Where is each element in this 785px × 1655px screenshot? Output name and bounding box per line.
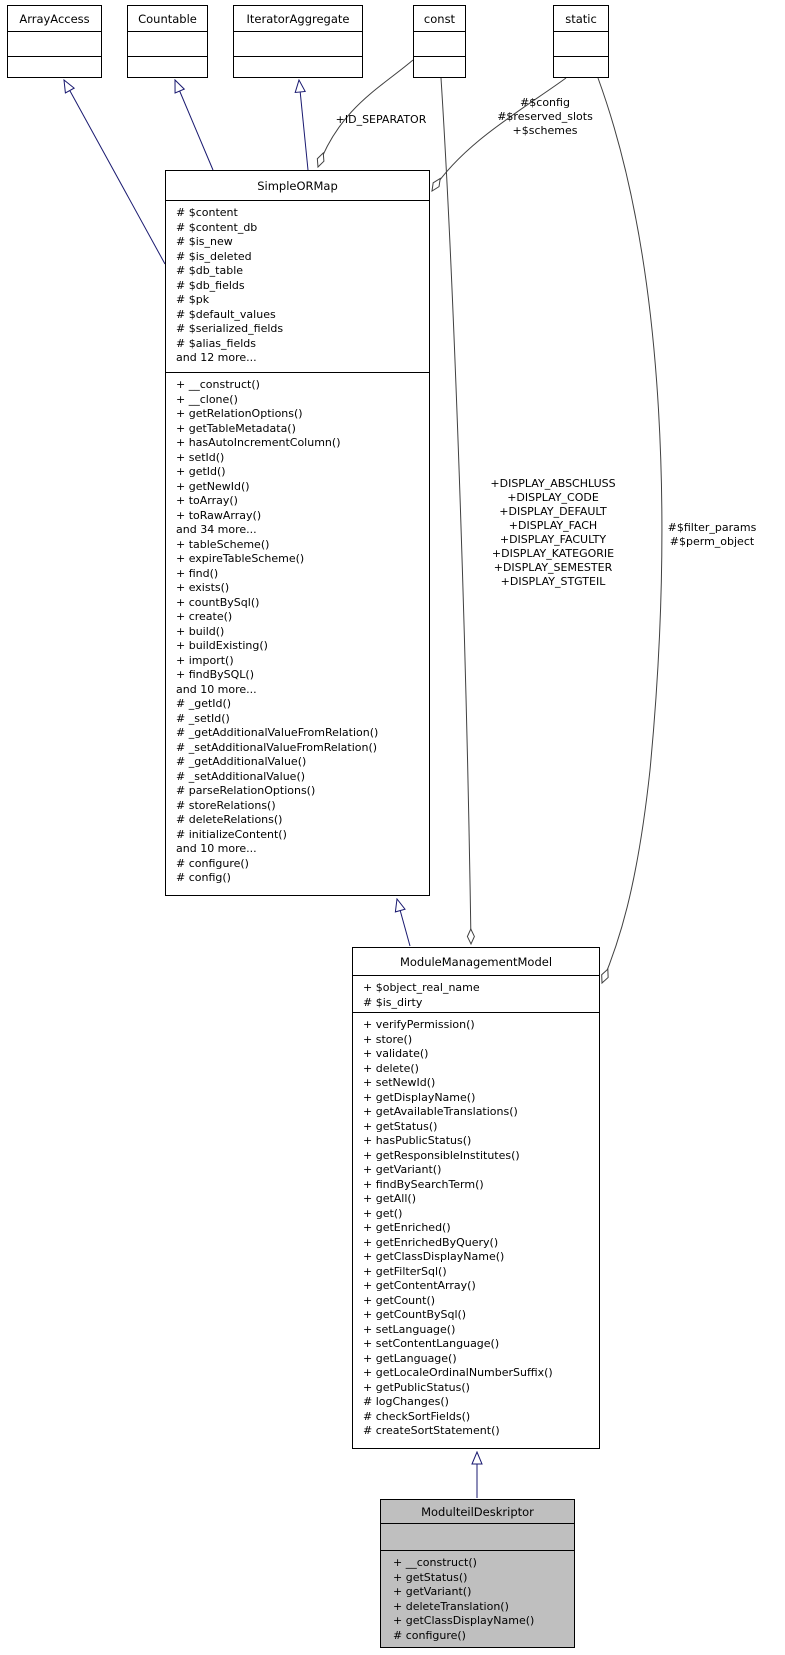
method-row: + getTableMetadata() (176, 421, 296, 435)
edge-label-line: +DISPLAY_ABSCHLUSS (490, 477, 616, 490)
methods-compartment (166, 373, 429, 895)
method-row: + buildExisting() (176, 639, 268, 652)
method-row: + getLocaleOrdinalNumberSuffix() (363, 1366, 553, 1379)
method-row: + getId() (176, 465, 226, 478)
method-row: + getAvailableTranslations() (363, 1105, 518, 1118)
attributes-compartment (353, 976, 599, 1013)
method-row: + tableScheme() (176, 537, 270, 551)
edge-label-line: +DISPLAY_DEFAULT (499, 505, 607, 518)
method-row: + verifyPermission() (363, 1018, 475, 1031)
class-box-static[interactable] (553, 5, 609, 78)
edge-label-line: +DISPLAY_KATEGORIE (491, 547, 615, 560)
attributes-compartment (166, 201, 429, 373)
attribute-row: # $pk (176, 293, 210, 306)
method-row: + expireTableScheme() (176, 552, 305, 565)
attribute-row: + $object_real_name (363, 981, 480, 994)
method-row: # _getId() (176, 697, 232, 710)
attributes-compartment (128, 32, 207, 57)
attribute-row: and 12 more... (176, 351, 257, 364)
method-row: + store() (363, 1032, 413, 1046)
method-row: + getContentArray() (363, 1279, 476, 1292)
methods-compartment (381, 1551, 574, 1647)
method-row: # createSortStatement() (363, 1424, 500, 1437)
method-row: + findBySearchTerm() (363, 1177, 484, 1191)
attribute-row: # $is_new (176, 235, 233, 248)
class-box-modulemanagementmodel[interactable] (352, 947, 600, 1449)
class-title[interactable]: static (554, 6, 608, 32)
class-title[interactable]: Countable (128, 6, 207, 32)
method-row: + getVariant() (363, 1163, 442, 1176)
method-row: + __construct() (176, 378, 260, 391)
inheritance-edge-simpleormap-countable (175, 80, 213, 170)
edge-label-line: +DISPLAY_SEMESTER (493, 561, 613, 574)
method-row: + exists() (176, 581, 230, 594)
methods-compartment (353, 1013, 599, 1448)
attribute-row: # $alias_fields (176, 336, 257, 350)
method-row: and 10 more... (176, 842, 257, 855)
attribute-row: # $is_dirty (363, 995, 423, 1009)
method-row: + __clone() (176, 392, 238, 406)
class-box-modulteildeskriptor[interactable] (380, 1499, 575, 1648)
method-row: + getCount() (363, 1293, 436, 1307)
method-row: + getClassDisplayName() (363, 1250, 505, 1263)
method-row: + build() (176, 624, 225, 638)
method-row: # _setAdditionalValueFromRelation() (176, 740, 378, 754)
method-row: + getDisplayName() (363, 1090, 476, 1104)
attribute-row: # $default_values (176, 307, 276, 321)
class-title[interactable]: ModulteilDeskriptor (381, 1500, 574, 1524)
method-row: + getClassDisplayName() (393, 1614, 535, 1627)
method-row: + getStatus() (363, 1119, 438, 1133)
class-box-iteratoraggregate[interactable] (233, 5, 363, 78)
method-row: + getNewId() (176, 479, 250, 493)
methods-compartment (414, 57, 465, 77)
method-row: # _setAdditionalValue() (176, 769, 306, 783)
attribute-row: # $db_table (176, 264, 244, 277)
method-row: + getEnrichedByQuery() (363, 1235, 499, 1249)
attribute-row: # $content (176, 206, 238, 219)
edge-label-line: +DISPLAY_FACULTY (499, 533, 607, 546)
method-row: # checkSortFields() (363, 1409, 471, 1423)
attributes-compartment (554, 32, 608, 57)
inheritance-edge-simpleormap-arrayaccess (64, 80, 165, 264)
method-row: + delete() (363, 1061, 419, 1075)
attributes-compartment (234, 32, 362, 57)
class-title[interactable]: ArrayAccess (8, 6, 101, 32)
attributes-compartment (8, 32, 101, 57)
method-row: # _getAdditionalValueFromRelation() (176, 726, 379, 739)
methods-compartment (234, 57, 362, 77)
method-row: # logChanges() (363, 1395, 449, 1408)
edge-label-static-simpleormap (497, 96, 593, 138)
attributes-compartment (414, 32, 465, 57)
edge-label-static-modulemanagementmodel (668, 521, 757, 549)
method-row: # storeRelations() (176, 798, 276, 812)
method-row: # configure() (393, 1628, 466, 1642)
edge-label-line: #$config (520, 96, 570, 109)
method-row: + create() (176, 610, 233, 623)
attribute-row: # $content_db (176, 220, 258, 234)
method-row: + getLanguage() (363, 1351, 457, 1365)
method-row: + getVariant() (393, 1585, 472, 1598)
edge-label-line: #$reserved_slots (497, 110, 593, 123)
method-row: + getPublicStatus() (363, 1380, 470, 1394)
methods-compartment (128, 57, 207, 77)
method-row: + find() (176, 566, 219, 580)
method-row: # _setId() (176, 711, 230, 725)
method-row: + getAll() (363, 1192, 416, 1205)
method-row: # parseRelationOptions() (176, 784, 316, 797)
methods-compartment (554, 57, 608, 77)
edge-label-line: +DISPLAY_CODE (507, 491, 599, 504)
edge-label-line: +DISPLAY_STGTEIL (500, 575, 606, 588)
method-row: + hasPublicStatus() (363, 1134, 472, 1147)
method-row: + setLanguage() (363, 1322, 456, 1336)
method-row: # _getAdditionalValue() (176, 755, 307, 768)
method-row: # config() (176, 871, 231, 884)
method-row: + hasAutoIncrementColumn() (176, 436, 341, 449)
method-row: + getEnriched() (363, 1221, 451, 1234)
class-title[interactable]: IteratorAggregate (234, 6, 362, 32)
class-title[interactable]: SimpleORMap (166, 171, 429, 201)
inheritance-edge-simpleormap-iteratoraggregate (299, 80, 308, 170)
edge-label-line: +$schemes (512, 124, 578, 137)
method-row: + findBySQL() (176, 668, 255, 681)
method-row: # initializeContent() (176, 827, 287, 841)
method-row: + toRawArray() (176, 508, 262, 522)
method-row: + import() (176, 653, 234, 667)
edge-label-line: +DISPLAY_FACH (508, 519, 598, 532)
edge-label-id-separator: +ID_SEPARATOR (335, 113, 427, 126)
aggregation-edge-const-modulemanagementmodel (441, 78, 471, 944)
method-row: # configure() (176, 856, 249, 870)
attribute-row: # $serialized_fields (176, 322, 284, 335)
method-row: # deleteRelations() (176, 813, 283, 826)
method-row: + __construct() (393, 1556, 477, 1569)
attributes-compartment (381, 1524, 574, 1551)
method-row: + getCountBySql() (363, 1308, 467, 1321)
class-title[interactable]: const (414, 6, 465, 32)
method-row: and 10 more... (176, 682, 257, 696)
class-box-arrayaccess[interactable] (7, 5, 102, 78)
edge-label-line: #$perm_object (669, 535, 755, 548)
methods-compartment (8, 57, 101, 77)
method-row: + setNewId() (363, 1076, 436, 1089)
inheritance-edge-modulemanagementmodel-simpleormap (397, 899, 410, 946)
class-box-simpleormap[interactable] (165, 170, 430, 896)
edge-label-line: #$filter_params (667, 521, 757, 534)
attribute-row: # $is_deleted (176, 249, 252, 263)
method-row: + deleteTranslation() (393, 1599, 509, 1613)
class-box-countable[interactable] (127, 5, 208, 78)
class-box-const[interactable] (413, 5, 466, 78)
method-row: + getFilterSql() (363, 1264, 447, 1278)
method-row: + getResponsibleInstitutes() (363, 1148, 520, 1162)
method-row: + get() (363, 1206, 403, 1220)
method-row: + validate() (363, 1047, 429, 1060)
attribute-row: # $db_fields (176, 278, 245, 292)
method-row: + setContentLanguage() (363, 1337, 500, 1350)
edge-label-const-modulemanagementmodel (490, 477, 615, 589)
method-row: + getRelationOptions() (176, 407, 303, 420)
method-row: + countBySql() (176, 595, 260, 609)
class-title[interactable]: ModuleManagementModel (353, 948, 599, 976)
method-row: + toArray() (176, 494, 238, 507)
method-row: + setId() (176, 450, 225, 464)
method-row: and 34 more... (176, 523, 257, 536)
method-row: + getStatus() (393, 1570, 468, 1584)
